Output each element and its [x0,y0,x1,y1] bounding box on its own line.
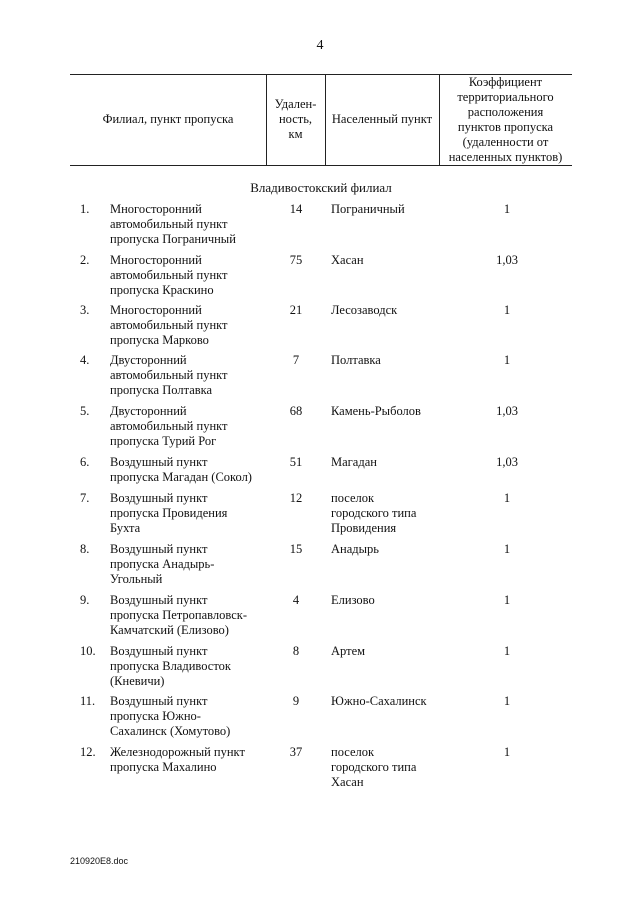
settlement-name: Пограничный [331,202,405,216]
checkpoint-name: Многосторонний автомобильный пункт пропуска Марково [110,303,228,347]
coefficient-value: 1,03 [496,404,518,418]
distance-km: 8 [292,644,300,658]
settlement-name: Хасан [331,253,364,267]
row-number: 8. [80,542,90,556]
checkpoint-name: Многосторонний автомобильный пункт пропуска Пограничный [110,202,236,246]
row-number: 1. [80,202,90,216]
settlement-name: Елизово [331,593,375,607]
section-title: Владивостокский филиал [250,180,392,195]
checkpoint-name: Воздушный пункт пропуска Магадан (Сокол) [110,455,252,484]
settlement-name: Камень-Рыболов [331,404,421,418]
checkpoint-name: Железнодорожный пункт пропуска Махалино [110,745,245,774]
checkpoint-name: Воздушный пункт пропуска Провидения Бухта [110,491,228,535]
coefficient-value: 1 [503,694,511,708]
row-number: 3. [80,303,90,317]
coefficient-value: 1 [503,593,511,607]
checkpoint-name: Двусторонний автомобильный пункт пропуска Полтавка [110,353,228,397]
row-number: 12. [80,745,96,759]
coefficient-value: 1 [503,202,511,216]
settlement-name: Лесозаводск [331,303,398,317]
checkpoint-name: Воздушный пункт пропуска Владивосток (Кневичи) [110,644,231,688]
distance-km: 15 [289,542,303,556]
coefficient-value: 1 [503,644,511,658]
settlement-name: поселок городского типа Хасан [331,745,417,789]
settlement-name: Анадырь [331,542,379,556]
settlement-name: Полтавка [331,353,381,367]
coefficient-value: 1 [503,353,511,367]
coefficient-value: 1 [503,745,511,759]
header-col-settlement: Населенный пункт [331,112,433,126]
distance-km: 9 [292,694,300,708]
settlement-name: Артем [331,644,366,658]
row-number: 11. [80,694,96,708]
row-number: 2. [80,253,90,267]
distance-km: 7 [292,353,300,367]
row-number: 10. [80,644,96,658]
coefficient-value: 1 [503,542,511,556]
distance-km: 4 [292,593,300,607]
coefficient-value: 1,03 [496,455,518,469]
checkpoint-name: Воздушный пункт пропуска Петропавловск- Камчатский (Елизово) [110,593,247,637]
distance-km: 14 [289,202,303,216]
settlement-name: поселок городского типа Провидения [331,491,417,535]
distance-km: 51 [289,455,303,469]
footer-filename: 210920E8.doc [70,856,129,866]
settlement-name: Южно-Сахалинск [331,694,427,708]
header-col-branch: Филиал, пункт пропуска [102,112,234,126]
header-col-coefficient: Коэффициент территориального расположения пунктов пропуска (удаленности от населенных пунктов) [448,74,563,164]
header-bottom-rule [70,165,572,166]
row-number: 6. [80,455,90,469]
coefficient-value: 1 [503,303,511,317]
row-number: 4. [80,353,90,367]
page-number: 4 [316,38,324,53]
distance-km: 12 [289,491,303,505]
checkpoint-name: Воздушный пункт пропуска Анадырь- Угольный [110,542,215,586]
row-number: 5. [80,404,90,418]
distance-km: 68 [289,404,303,418]
header-col-distance: Удален- ность, км [274,97,317,141]
checkpoint-name: Многосторонний автомобильный пункт пропуска Краскино [110,253,228,297]
coefficient-value: 1,03 [496,253,518,267]
checkpoint-name: Двусторонний автомобильный пункт пропуска Турий Рог [110,404,228,448]
row-number: 9. [80,593,90,607]
checkpoint-name: Воздушный пункт пропуска Южно- Сахалинск (Хомутово) [110,694,231,738]
coefficient-value: 1 [503,491,511,505]
distance-km: 21 [289,303,303,317]
settlement-name: Магадан [331,455,377,469]
distance-km: 75 [289,253,303,267]
distance-km: 37 [289,745,303,759]
row-number: 7. [80,491,90,505]
